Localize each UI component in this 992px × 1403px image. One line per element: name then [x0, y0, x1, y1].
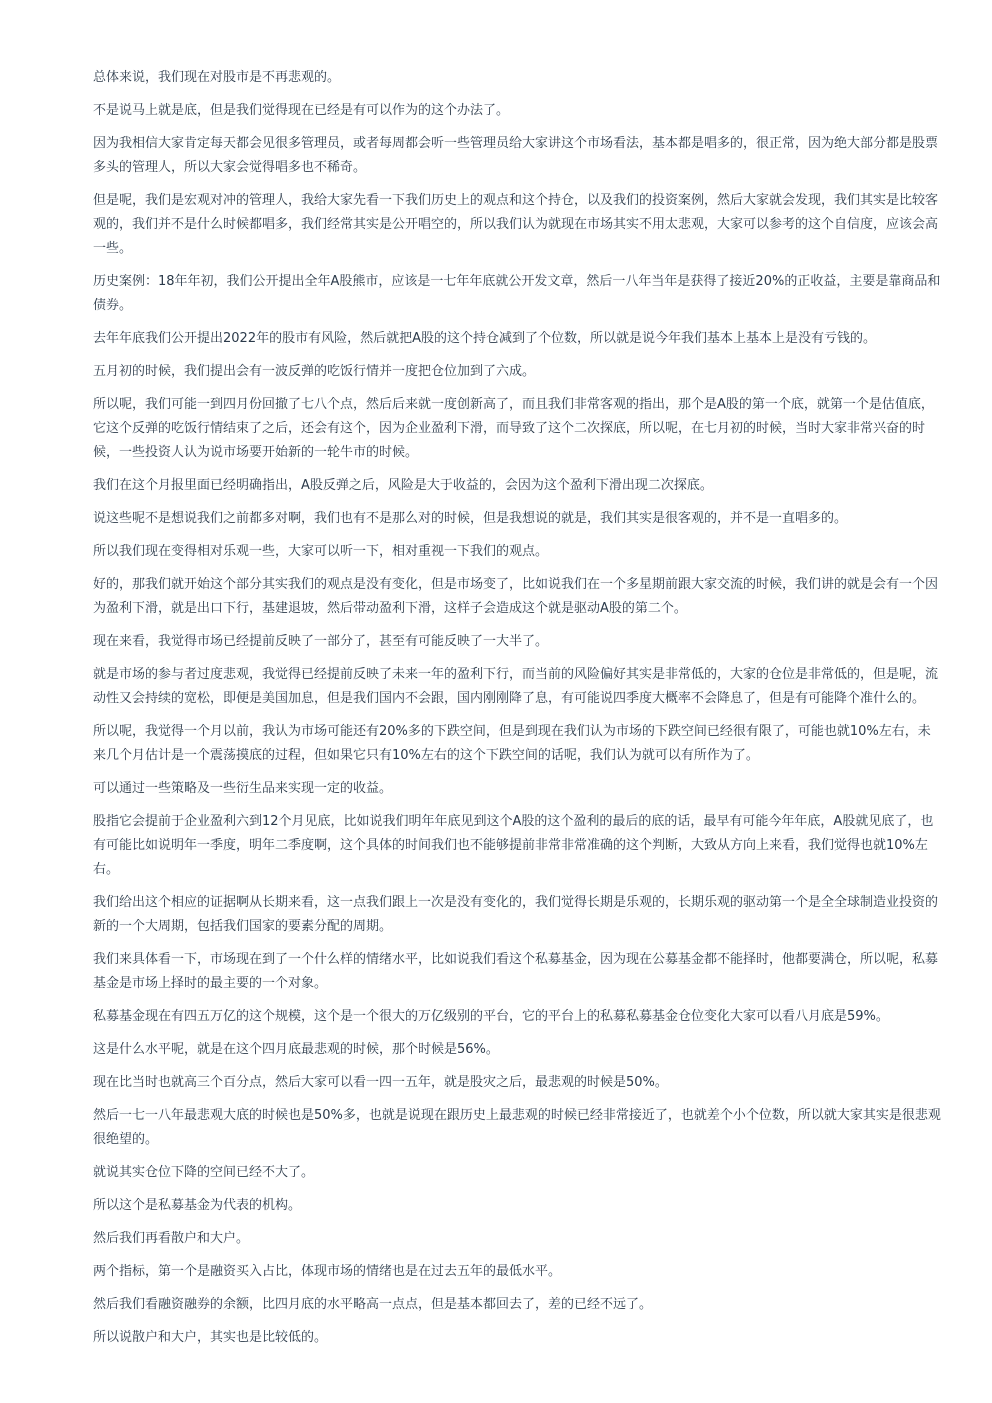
paragraph-22: 现在比当时也就高三个百分点，然后大家可以看一四一五年，就是股灾之后，最悲观的时候是50%。: [93, 1075, 668, 1090]
document-body: [93, 66, 943, 1359]
paragraph-18: 我们给出这个相应的证据啊从长期来看，这一点我们跟上一次是没有变化的，我们觉得长期是乐观的，长期乐观的驱动第一个是全全球制造业投资的新的一个大周期，包括我们国家的要素分配的周期。: [93, 895, 939, 934]
paragraph-29: 所以说散户和大户，其实也是比较低的。: [93, 1330, 328, 1345]
paragraph-27: 两个指标，第一个是融资买入占比，体现市场的情绪也是在过去五年的最低水平。: [93, 1264, 562, 1279]
paragraph-9: 我们在这个月报里面已经明确指出，A股反弹之后，风险是大于收益的，会因为这个盈利下滑出现二次探底。: [93, 478, 713, 493]
paragraph-12: 好的，那我们就开始这个部分其实我们的观点是没有变化，但是市场变了，比如说我们在一个多星期前跟大家交流的时候，我们讲的就是会有一个因为盈利下滑，就是出口下行，基建退坡，然后带动盈利下滑，这样子会造成这个就是驱动A股的第二个。: [93, 577, 939, 616]
paragraph-26: 然后我们再看散户和大户。: [93, 1231, 250, 1246]
paragraph-15: 所以呢，我觉得一个月以前，我认为市场可能还有20%多的下跌空间，但是到现在我们认为市场的下跌空间已经很有限了，可能也就10%左右，未来几个月估计是一个震荡摸底的过程，但如果它只有10%左右的这个下跌空间的话呢，我们认为就可以有所作为了。: [93, 724, 931, 763]
paragraph-14: 就是市场的参与者过度悲观，我觉得已经提前反映了未来一年的盈利下行，而当前的风险偏好其实是非常低的，大家的仓位是非常低的，但是呢，流动性又会持续的宽松，即便是美国加息，但是我们国内不会跟，国内刚刚降了息，有可能说四季度大概率不会降息了，但是有可能降个准什么的。: [93, 667, 939, 706]
paragraph-4: 但是呢，我们是宏观对冲的管理人，我给大家先看一下我们历史上的观点和这个持仓，以及我们的投资案例，然后大家就会发现，我们其实是比较客观的，我们并不是什么时候都唱多，我们经常其实是公开唱空的，所以我们认为就现在市场其实不用太悲观，大家可以参考的这个自信度，应该会高一些。: [93, 193, 939, 256]
paragraph-19: 我们来具体看一下，市场现在到了一个什么样的情绪水平，比如说我们看这个私募基金，因为现在公募基金都不能择时，他都要满仓，所以呢，私募基金是市场上择时的最主要的一个对象。: [93, 952, 939, 991]
paragraph-3: 因为我相信大家肯定每天都会见很多管理员，或者每周都会听一些管理员给大家讲这个市场看法，基本都是唱多的，很正常，因为绝大部分都是股票多头的管理人，所以大家会觉得唱多也不稀奇。: [93, 136, 939, 175]
paragraph-10: 说这些呢不是想说我们之前都多对啊，我们也有不是那么对的时候，但是我想说的就是，我们其实是很客观的，并不是一直唱多的。: [93, 511, 848, 526]
paragraph-2: 不是说马上就是底，但是我们觉得现在已经是有可以作为的这个办法了。: [93, 103, 510, 118]
paragraph-11: 所以我们现在变得相对乐观一些，大家可以听一下，相对重视一下我们的观点。: [93, 544, 549, 559]
paragraph-7: 五月初的时候，我们提出会有一波反弹的吃饭行情并一度把仓位加到了六成。: [93, 364, 536, 379]
paragraph-21: 这是什么水平呢，就是在这个四月底最悲观的时候，那个时候是56%。: [93, 1042, 499, 1057]
paragraph-13: 现在来看，我觉得市场已经提前反映了一部分了，甚至有可能反映了一大半了。: [93, 634, 549, 649]
paragraph-23: 然后一七一八年最悲观大底的时候也是50%多，也就是说现在跟历史上最悲观的时候已经非常接近了，也就差个小个位数，所以就大家其实是很悲观很绝望的。: [93, 1108, 941, 1147]
paragraph-1: 总体来说，我们现在对股市是不再悲观的。: [93, 70, 341, 85]
paragraph-28: 然后我们看融资融券的余额，比四月底的水平略高一点点，但是基本都回去了，差的已经不远了。: [93, 1297, 653, 1312]
paragraph-8: 所以呢，我们可能一到四月份回撤了七八个点，然后后来就一度创新高了，而且我们非常客观的指出，那个是A股的第一个底，就第一个是估值底，它这个反弹的吃饭行情结束了之后，还会有这个，因为企业盈利下滑，而导致了这个二次探底，所以呢，在七月初的时候，当时大家非常兴奋的时候，一些投资人认为说市场要开始新的一轮牛市的时候。: [93, 397, 934, 460]
paragraph-5: 历史案例：18年年初，我们公开提出全年A股熊市，应该是一七年年底就公开发文章，然后一八年当年是获得了接近20%的正收益，主要是靠商品和债券。: [93, 274, 941, 313]
paragraph-25: 所以这个是私募基金为代表的机构。: [93, 1198, 302, 1213]
paragraph-6: 去年年底我们公开提出2022年的股市有风险，然后就把A股的这个持仓减到了个位数，所以就是说今年我们基本上基本上是没有亏钱的。: [93, 331, 876, 346]
paragraph-16: 可以通过一些策略及一些衍生品来实现一定的收益。: [93, 781, 393, 796]
paragraph-24: 就说其实仓位下降的空间已经不大了。: [93, 1165, 315, 1180]
paragraph-17: 股指它会提前于企业盈利六到12个月见底，比如说我们明年年底见到这个A股的这个盈利的最后的底的话，最早有可能今年年底，A股就见底了，也有可能比如说明年一季度，明年二季度啊，这个具体的时间我们也不能够提前非常非常准确的这个判断，大致从方向上来看，我们觉得也就10%左右。: [93, 814, 934, 877]
paragraph-20: 私募基金现在有四五万亿的这个规模，这个是一个很大的万亿级别的平台，它的平台上的私募私募基金仓位变化大家可以看八月底是59%。: [93, 1009, 889, 1024]
